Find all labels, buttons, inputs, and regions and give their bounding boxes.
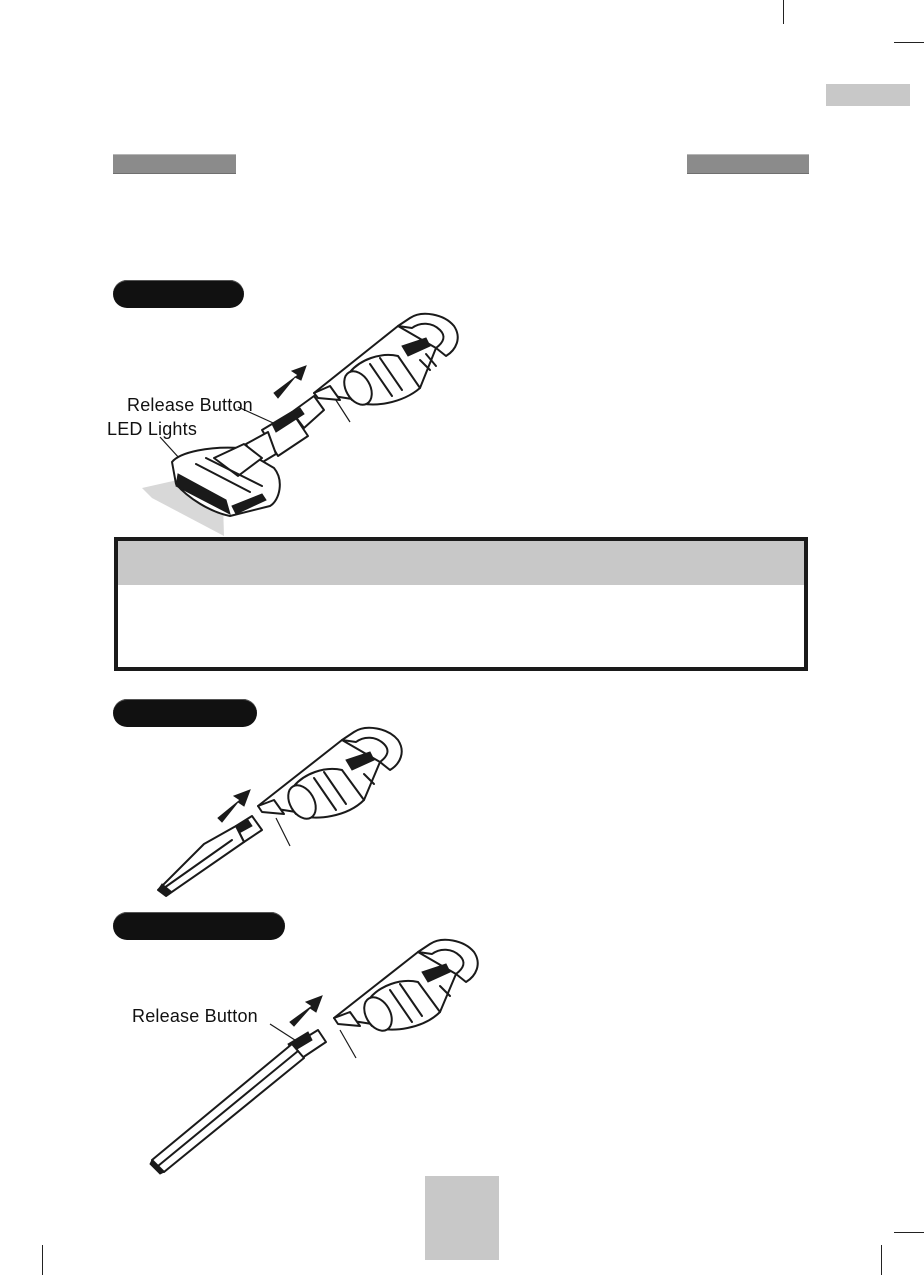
insert-arrow-3 <box>290 996 322 1026</box>
release-button-label-1: Release Button <box>127 395 253 415</box>
release-button-label-2: Release Button <box>132 1006 258 1026</box>
release-button-leader-2 <box>270 1024 298 1042</box>
extension-tube <box>150 1030 326 1174</box>
handheld-vacuum-3 <box>334 940 478 1036</box>
led-lights-label: LED Lights <box>107 419 198 439</box>
vacuum-inlet-leader-3 <box>340 1030 356 1058</box>
page-number-box <box>425 1176 499 1260</box>
